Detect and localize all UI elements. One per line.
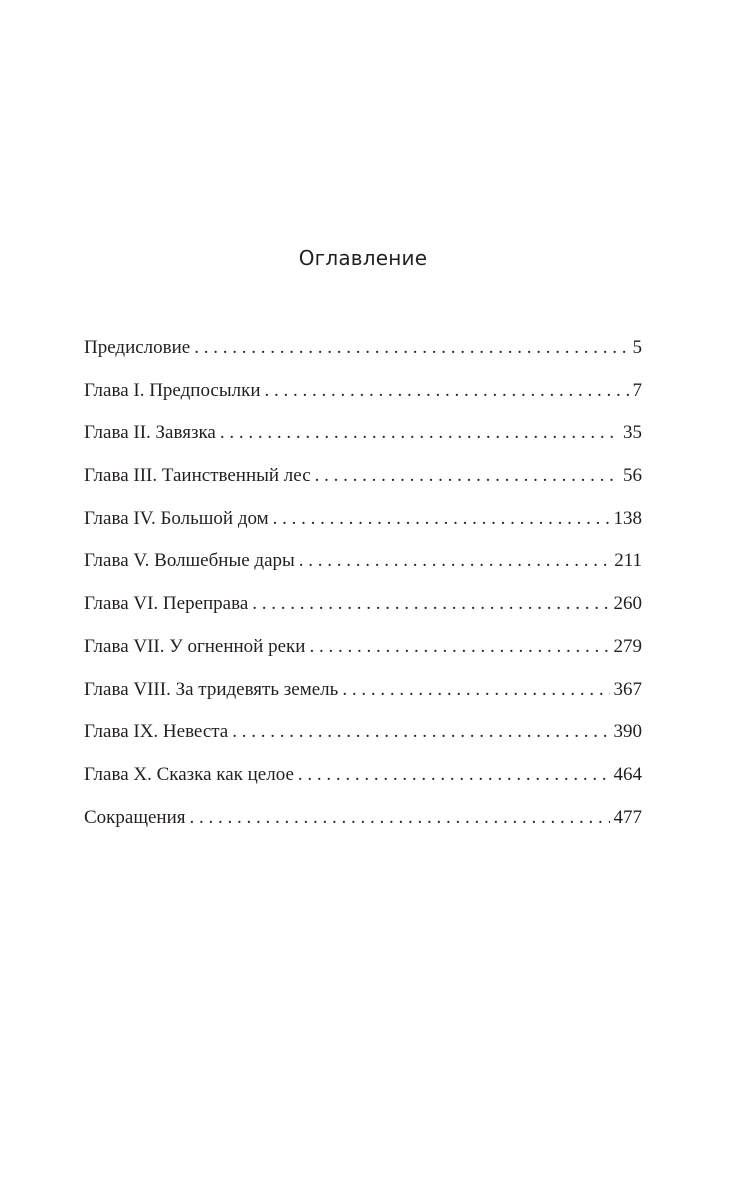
dot-leader (315, 464, 619, 488)
toc-entry-page: 464 (613, 763, 642, 785)
toc-entry-chapter-3[interactable] (84, 464, 642, 507)
toc-entry-preface[interactable] (84, 336, 642, 379)
toc-entry-title: Глава II. Завязка (84, 422, 216, 444)
toc-entry-chapter-7[interactable] (84, 635, 642, 678)
toc-entry-title: Глава III. Таинственный лес (84, 465, 311, 487)
toc-entry-title: Глава VI. Переправа (84, 593, 249, 615)
dot-leader (194, 336, 628, 360)
toc-entry-abbreviations[interactable] (84, 806, 642, 849)
dot-leader (220, 421, 619, 445)
table-of-contents (84, 336, 642, 848)
toc-entry-title: Глава I. Предпосылки (84, 379, 261, 401)
dot-leader (273, 507, 610, 531)
toc-entry-title: Предисловие (84, 337, 191, 358)
toc-entry-chapter-9[interactable] (84, 720, 642, 763)
toc-heading: Оглавление (298, 246, 428, 270)
toc-entry-chapter-10[interactable] (84, 763, 642, 806)
toc-entry-page: 279 (613, 635, 642, 657)
toc-entry-page: 35 (623, 422, 642, 444)
toc-entry-title: Глава IX. Невеста (84, 721, 229, 743)
toc-entry-title: Глава VII. У огненной реки (84, 635, 306, 657)
toc-entry-page: 211 (614, 550, 642, 572)
toc-entry-title: Сокращения (84, 806, 186, 828)
toc-entry-chapter-8[interactable] (84, 678, 642, 721)
dot-leader (265, 379, 629, 403)
dot-leader (232, 720, 609, 744)
toc-entry-title: Глава VIII. За тридевять земель (84, 678, 339, 700)
toc-entry-page: 260 (613, 593, 642, 615)
toc-entry-page: 5 (632, 337, 642, 358)
toc-entry-chapter-5[interactable] (84, 549, 642, 592)
toc-entry-page: 367 (613, 678, 642, 700)
toc-entry-title: Глава V. Волшебные дары (84, 550, 295, 572)
toc-entry-page: 56 (623, 465, 642, 487)
dot-leader (189, 806, 609, 830)
toc-entry-page: 477 (613, 806, 642, 828)
dot-leader (309, 635, 609, 659)
toc-entry-page: 138 (613, 507, 642, 529)
toc-entry-chapter-6[interactable] (84, 592, 642, 635)
dot-leader (298, 763, 610, 787)
toc-entry-title: Глава IV. Большой дом (84, 507, 269, 529)
toc-entry-chapter-2[interactable] (84, 421, 642, 464)
dot-leader (252, 592, 609, 616)
toc-entry-chapter-4[interactable] (84, 507, 642, 550)
toc-entry-title: Глава X. Сказка как целое (84, 763, 294, 785)
dot-leader (342, 678, 609, 702)
toc-entry-chapter-1[interactable] (84, 379, 642, 422)
dot-leader (299, 549, 610, 573)
toc-entry-page: 390 (613, 721, 642, 743)
toc-entry-page: 7 (632, 379, 642, 401)
